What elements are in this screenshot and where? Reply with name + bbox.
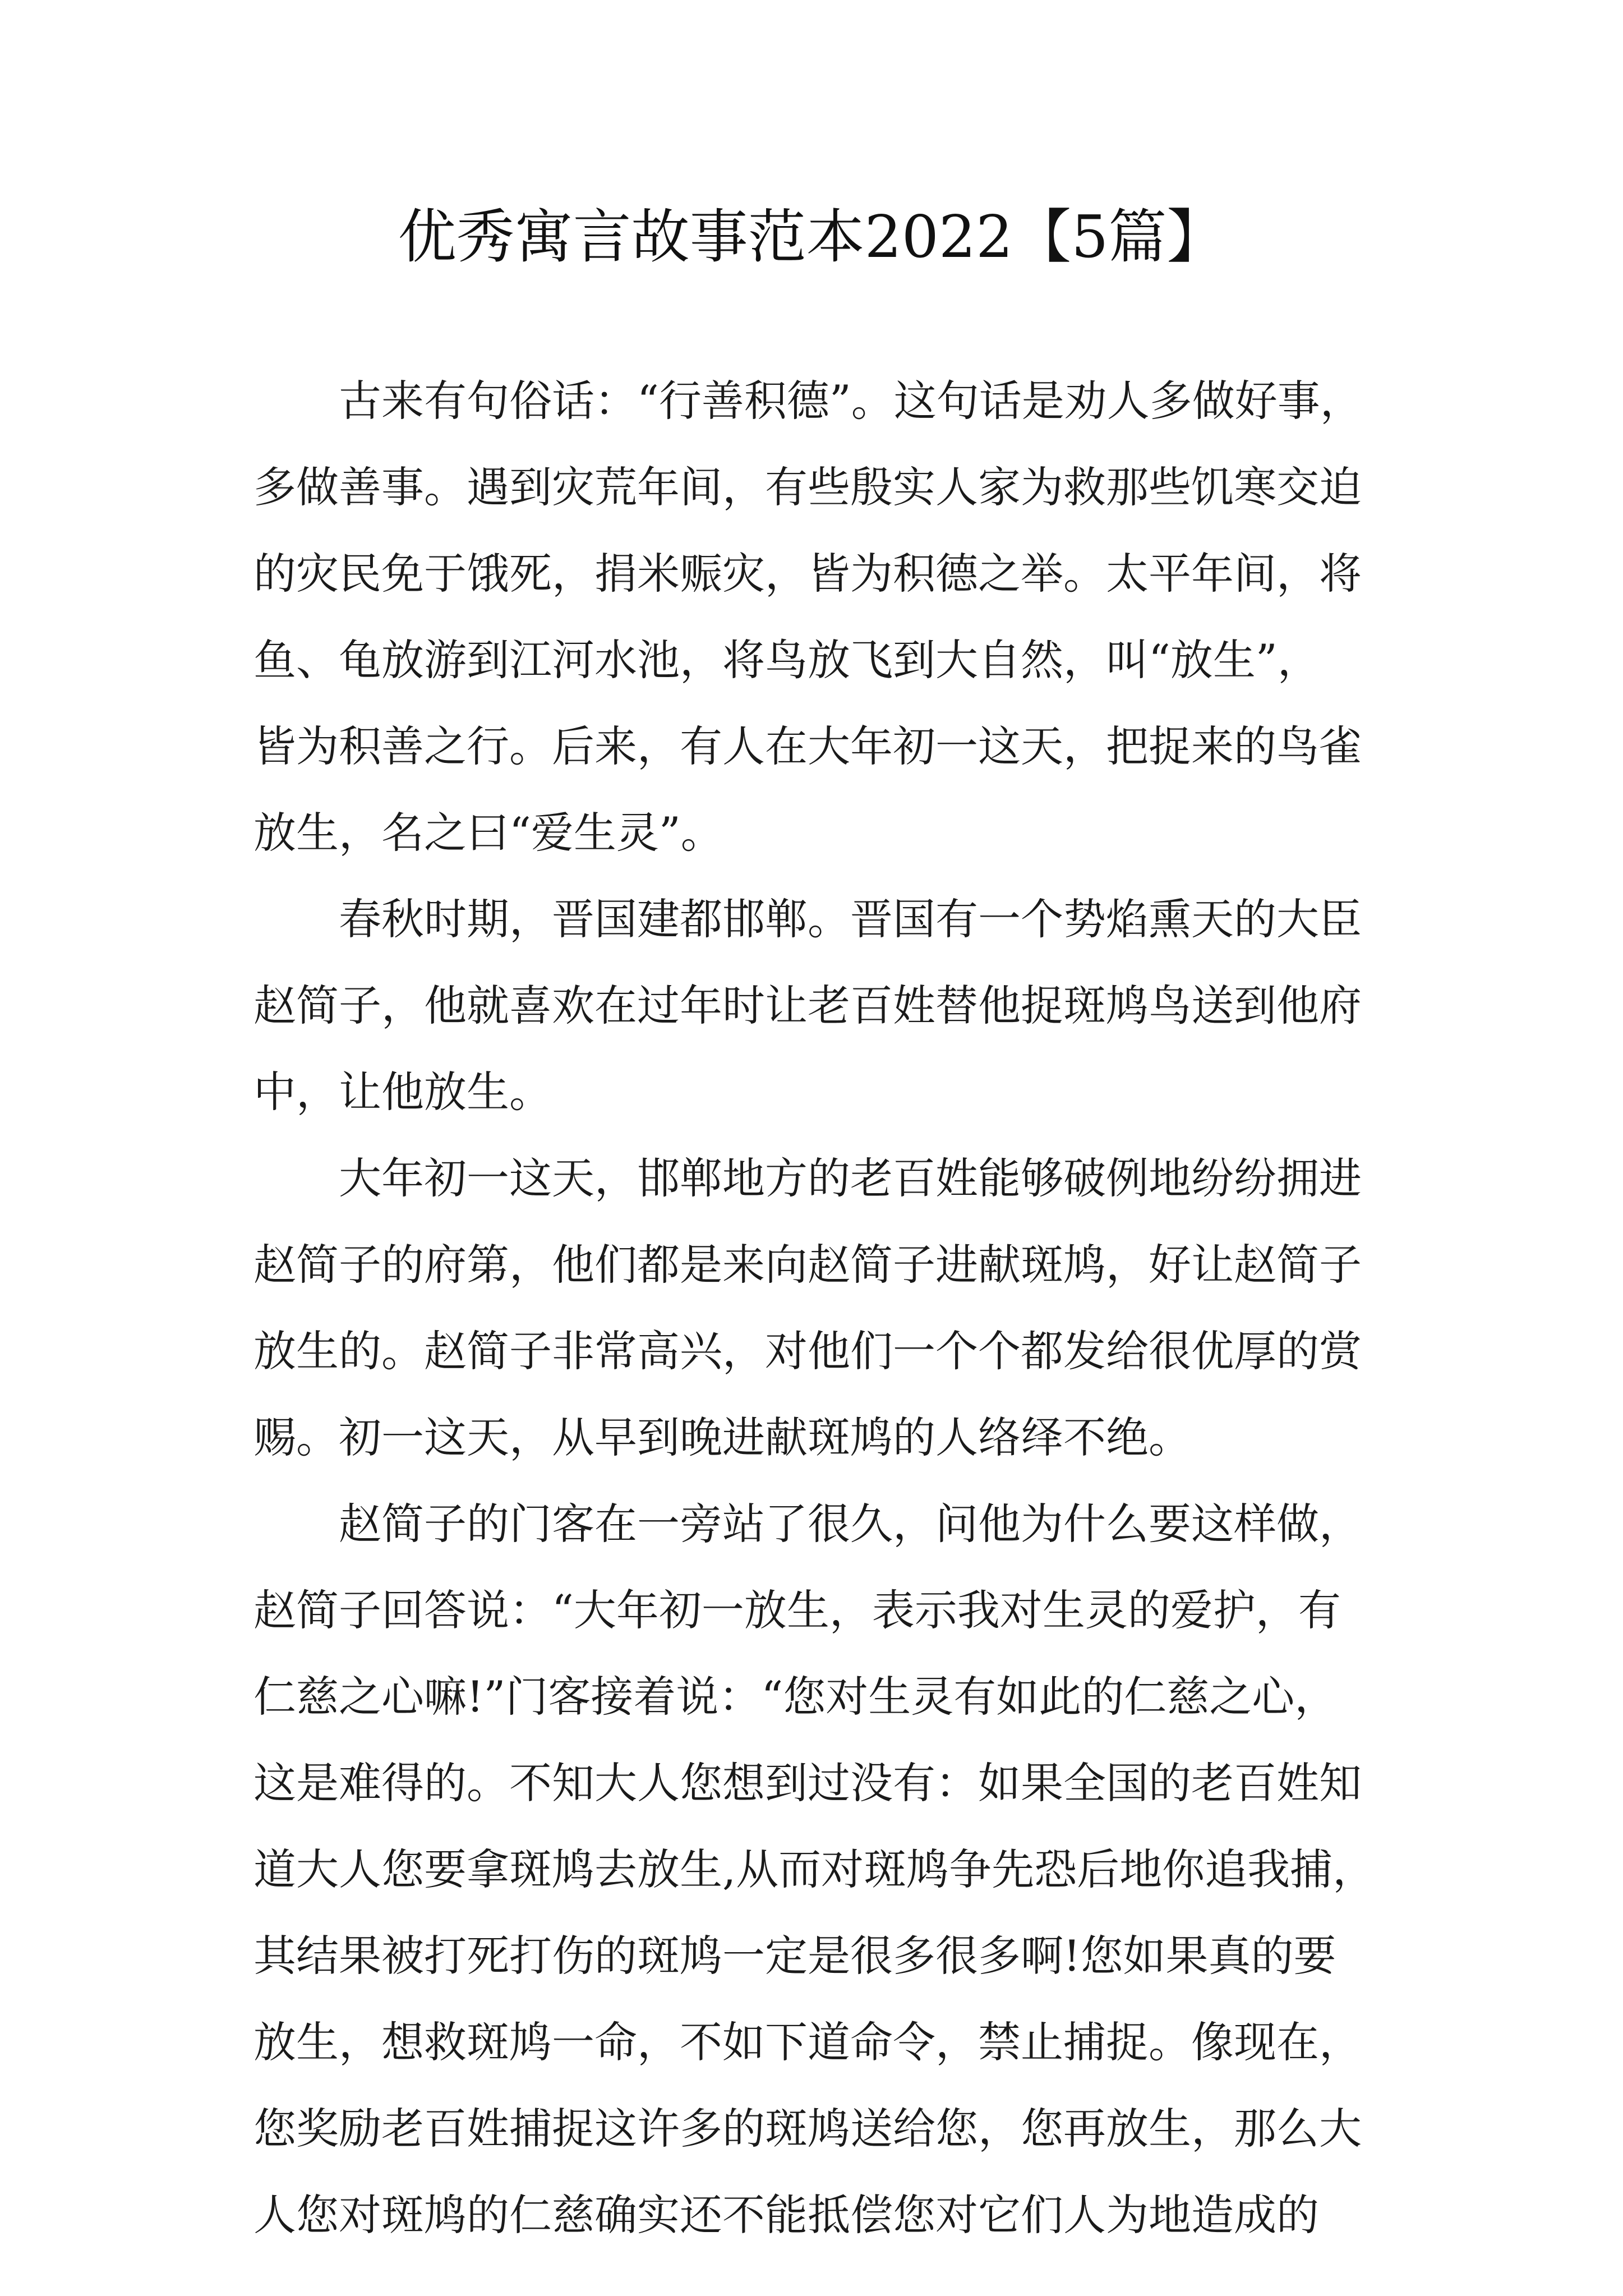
text-line: 放生，想救斑鸠一命，不如下道命令，禁止捕捉。像现在， — [253, 2017, 1362, 2067]
text-line: 放生的。赵简子非常高兴，对他们一个个都发给很优厚的赏 — [253, 1326, 1362, 1376]
text-line: 古来有句俗话：“行善积德”。这句话是劝人多做好事， — [339, 376, 1363, 426]
text-line: 大年初一这天，邯郸地方的老百姓能够破例地纷纷拥进 — [339, 1153, 1362, 1203]
text-line: 赵简子回答说：“大年初一放生，表示我对生灵的爱护，有 — [253, 1585, 1341, 1635]
text-line: 皆为积善之行。后来，有人在大年初一这天，把捉来的鸟雀 — [253, 721, 1362, 771]
text-line: 道大人您要拿斑鸠去放生,从而对斑鸠争先恐后地你追我捕， — [253, 1844, 1376, 1894]
text-line: 其结果被打死打伤的斑鸠一定是很多很多啊!您如果真的要 — [253, 1931, 1336, 1981]
text-line: 人您对斑鸠的仁慈确实还不能抵偿您对它们人为地造成的 — [253, 2190, 1319, 2240]
text-line: 多做善事。遇到灾荒年间，有些殷实人家为救那些饥寒交迫 — [253, 462, 1362, 512]
text-line: 的灾民免于饿死，捐米赈灾，皆为积德之举。太平年间，将 — [253, 549, 1362, 599]
text-line: 春秋时期，晋国建都邯郸。晋国有一个势焰熏天的大臣 — [339, 894, 1362, 944]
text-line: 鱼、龟放游到江河水池，将鸟放飞到大自然，叫“放生”， — [253, 635, 1320, 685]
text-line: 赵简子，他就喜欢在过年时让老百姓替他捉斑鸠鸟送到他府 — [253, 981, 1362, 1030]
document-title: 优秀寓言故事范本2022【5篇】 — [398, 203, 1225, 271]
text-line: 这是难得的。不知大人您想到过没有：如果全国的老百姓知 — [253, 1758, 1362, 1808]
document-body — [253, 358, 1392, 2258]
text-line: 赐。初一这天，从早到晚进献斑鸠的人络绎不绝。 — [253, 1412, 1191, 1462]
text-line: 放生，名之曰“爱生灵”。 — [253, 808, 723, 858]
text-line: 仁慈之心嘛!”门客接着说：“您对生灵有如此的仁慈之心， — [253, 1672, 1338, 1722]
text-line: 中，让他放生。 — [253, 1067, 552, 1117]
text-line: 赵简子的府第，他们都是来向赵简子进献斑鸠，好让赵简子 — [253, 1240, 1362, 1290]
text-line: 您奖励老百姓捕捉这许多的斑鸠送给您，您再放生，那么大 — [253, 2104, 1362, 2154]
text-line: 赵简子的门客在一旁站了很久，问他为什么要这样做， — [339, 1499, 1362, 1549]
